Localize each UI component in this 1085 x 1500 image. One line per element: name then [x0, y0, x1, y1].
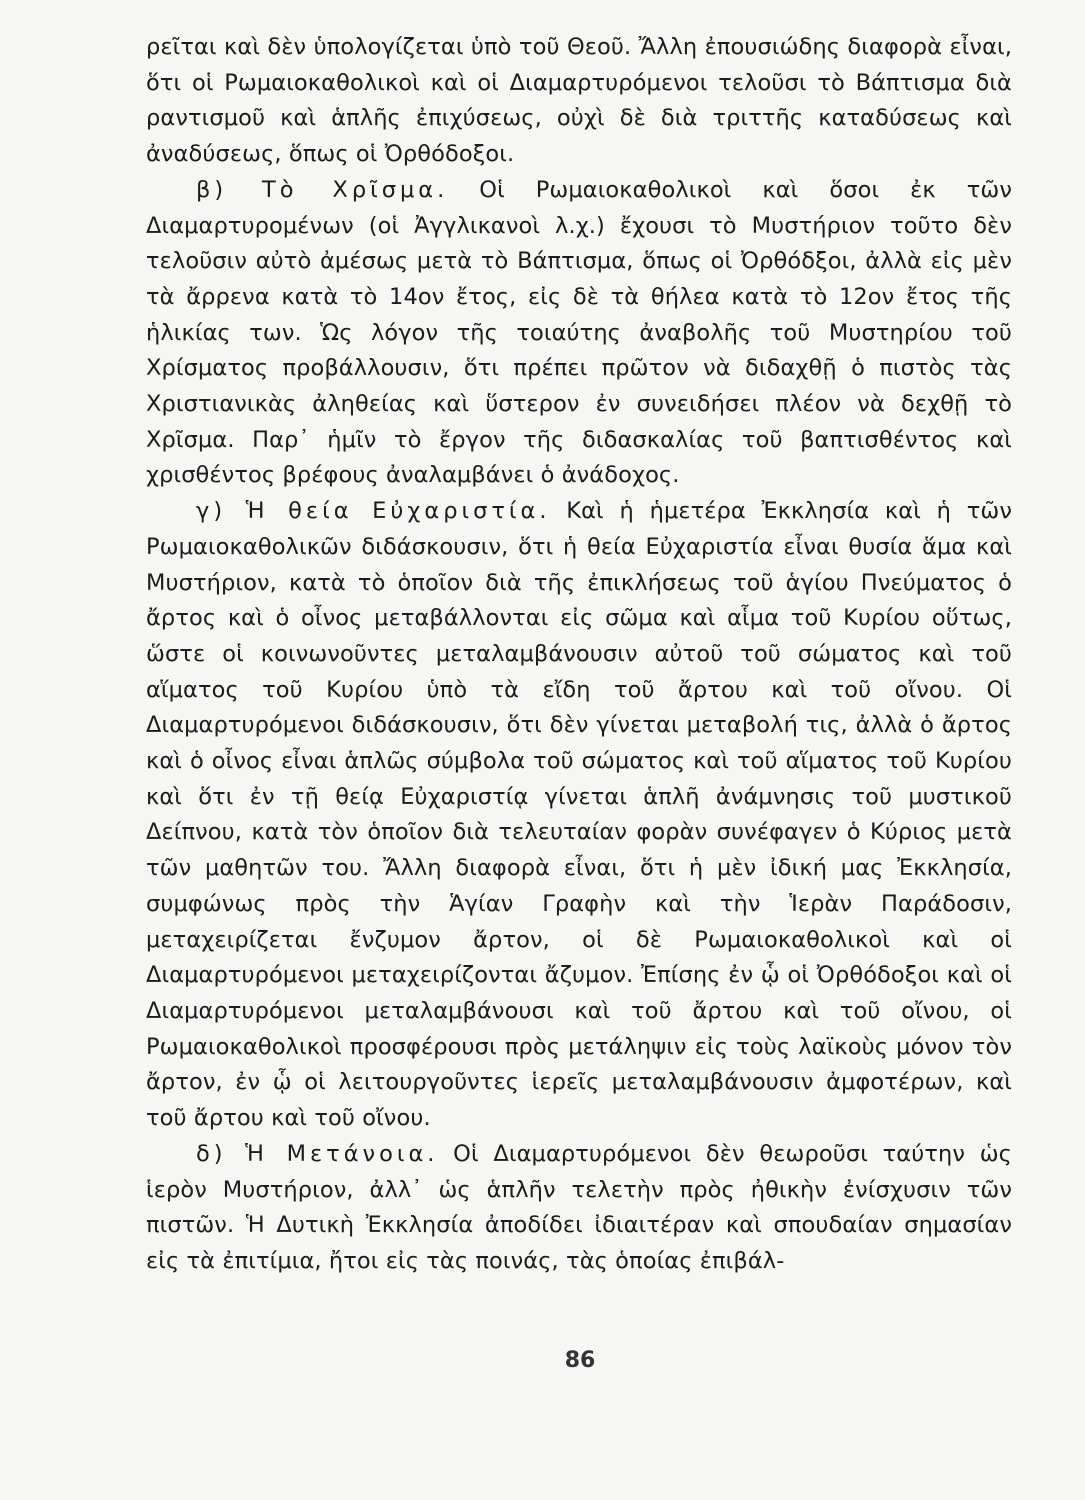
text-block: [146, 30, 1012, 1280]
section-heading-eucharist: γ) Ἡ θεία Εὐχαριστία.: [196, 498, 551, 525]
paragraph-chrism-text: Οἱ Ρωμαιοκαθολικοὶ καὶ ὅσοι ἐκ τῶν Διαμαρτυρομένων (οἱ Ἀγγλικανοὶ λ.χ.) ἔχουσι τὸ Μυστήριον τοῦτο δὲν τελοῦσιν αὐτὸ ἀμέσως μετὰ τὸ Βάπτισμα, ὅπως οἱ Ὀρθόδξοι, ἀλλὰ εἰς μὲν τὰ ἄρρενα κατὰ τὸ 14ον ἔτος, εἰς δὲ τὰ θήλεα κατὰ τὸ 12ον ἔτος τῆς ἡλικίας των. Ὡς λόγον τῆς τοιαύτης ἀναβολῆς τοῦ Μυστηρίου τοῦ Χρίσματος προβάλλουσιν, ὅτι πρέπει πρῶτον νὰ διδαχθῇ ὁ πιστὸς τὰς Χριστιανικὰς ἀληθείας καὶ ὕστερον ἐν συνειδήσει πλέον νὰ δεχθῇ τὸ Χρῖσμα. Παρ᾽ ἡμῖν τὸ ἔργον τῆς διδασκαλίας τοῦ βαπτισθέντος καὶ χρισθέντος βρέφους ἀναλαμβάνει ὁ ἀνάδοχος.: [146, 176, 1012, 489]
section-heading-chrism: β) Τὸ Χρῖσμα.: [196, 176, 449, 203]
page-number: 86: [564, 1348, 596, 1373]
paragraph-baptism-continued: ρεῖται καὶ δὲν ὑπολογίζεται ὑπὸ τοῦ Θεοῦ. Ἄλλη ἐπουσιώδης διαφορὰ εἶναι, ὅτι οἱ Ρωμαιοκαθολικοὶ καὶ οἱ Διαμαρτυρόμενοι τελοῦσι τὸ Βάπτισμα διὰ ραντισμοῦ καὶ ἁπλῆς ἐπιχύσεως, οὐχὶ δὲ διὰ τριττῆς καταδύσεως καὶ ἀναδύσεως, ὅπως οἱ Ὀρθόδοξοι.: [146, 34, 1012, 168]
paragraph-eucharist-text: Καὶ ἡ ἡμετέρα Ἐκκλησία καὶ ἡ τῶν Ρωμαιοκαθολικῶν διδάσκουσιν, ὅτι ἡ θεία Εὐχαριστία εἶναι θυσία ἅμα καὶ Μυστήριον, κατὰ τὸ ὁποῖον διὰ τῆς ἐπικλήσεως τοῦ ἁγίου Πνεύματος ὁ ἄρτος καὶ ὁ οἶνος μεταβάλλονται εἰς σῶμα καὶ αἷμα τοῦ Κυρίου οὕτως, ὥστε οἱ κοινωνοῦντες μεταλαμβάνουσιν αὐτοῦ τοῦ σώματος καὶ τοῦ αἵματος τοῦ Κυρίου ὑπὸ τὰ εἴδη τοῦ ἄρτου καὶ τοῦ οἴνου. Οἱ Διαμαρτυρόμενοι διδάσκουσιν, ὅτι δὲν γίνεται μεταβολή τις, ἀλλὰ ὁ ἄρτος καὶ ὁ οἶνος εἶναι ἁπλῶς σύμβολα τοῦ σώματος καὶ τοῦ αἵματος τοῦ Κυρίου καὶ ὅτι ἐν τῇ θείᾳ Εὐχαριστίᾳ γίνεται ἁπλῆ ἀνάμνησις τοῦ μυστικοῦ Δείπνου, κατὰ τὸν ὁποῖον διὰ τελευταίαν φορὰν συνέφαγεν ὁ Κύριος μετὰ τῶν μαθητῶν του. Ἄλλη διαφορὰ εἶναι, ὅτι ἡ μὲν ἰδική μας Ἐκκλησία, συμφώνως πρὸς τὴν Ἁγίαν Γραφὴν καὶ τὴν Ἱερὰν Παράδοσιν, μεταχειρίζεται ἔνζυμον ἄρτον, οἱ δὲ Ρωμαιοκαθολικοὶ καὶ οἱ Διαμαρτυρόμενοι μεταχειρίζονται ἄζυμον. Ἐπίσης ἐν ᾧ οἱ Ὀρθόδοξοι καὶ οἱ Διαμαρτυρόμενοι μεταλαμβάνουσι καὶ τοῦ ἄρτου καὶ τοῦ οἴνου, οἱ Ρωμαιοκαθολικοὶ προσφέρουσι πρὸς μετάληψιν εἰς τοὺς λαϊκοὺς μόνον τὸν ἄρτον, ἐν ᾧ οἱ λειτουργοῦντες ἱερεῖς μεταλαμβάνουσιν ἀμφοτέρων, καὶ τοῦ ἄρτου καὶ τοῦ οἴνου.: [146, 498, 1012, 1132]
paragraph-penance-text: Οἱ Διαμαρτυρόμενοι δὲν θεωροῦσι ταύτην ὡς ἱερὸν Μυστήριον, ἀλλ᾽ ὡς ἁπλῆν τελετὴν πρὸς ἠθικὴν ἐνίσχυσιν τῶν πιστῶν. Ἡ Δυτικὴ Ἐκκλησία ἀποδίδει ἰδιαιτέραν καὶ σπουδαίαν σημασίαν εἰς τὰ ἐπιτίμια, ἤτοι εἰς τὰς ποινάς, τὰς ὁποίας ἐπιβάλ-: [146, 1140, 1012, 1274]
section-heading-penance: δ) Ἡ Μετάνοια.: [196, 1140, 439, 1167]
paragraph-chrism: [146, 173, 1012, 494]
book-page: [130, 30, 1030, 1470]
paragraph-eucharist: [146, 494, 1012, 1137]
paragraph-penance: [146, 1137, 1012, 1280]
